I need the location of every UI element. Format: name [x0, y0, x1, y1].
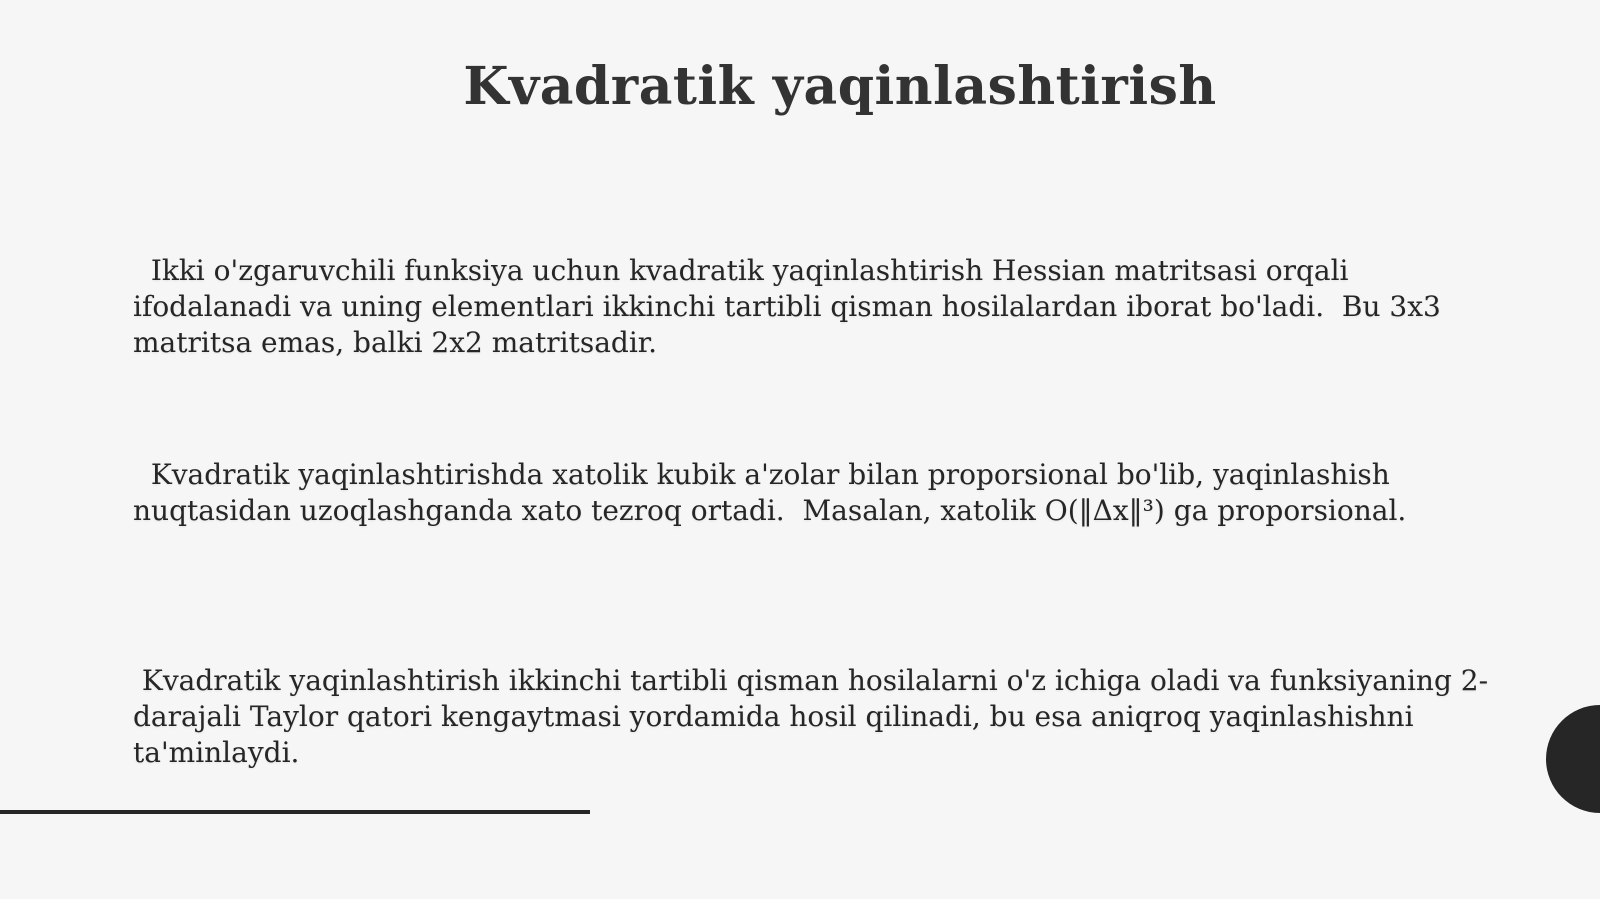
decorative-divider-line: [0, 810, 590, 814]
paragraph-hessian: Ikki o'zgaruvchili funksiya uchun kvadratik yaqinlashtirish Hessian matritsasi orqali ifodalanadi va uning elementlari ikkinchi tartibli qisman hosilalardan iborat bo'ladi. Bu 3x3 matritsa emas, balki 2x2 matritsadir.: [133, 254, 1450, 359]
paragraph-taylor: Kvadratik yaqinlashtirish ikkinchi tartibli qisman hosilalarni o'z ichiga oladi va funksiyaning 2-darajali Taylor qatori kengaytmasi yordamida hosil qilinadi, bu esa aniqroq yaqinlashishni ta'minlaydi.: [133, 664, 1489, 769]
paragraph-error: Kvadratik yaqinlashtirishda xatolik kubik a'zolar bilan proporsional bo'lib, yaqinlashish nuqtasidan uzoqlashganda xato tezroq ortadi. Masalan, xatolik O(‖Δx‖³) ga proporsional.: [133, 458, 1407, 527]
decorative-half-circle: [1546, 705, 1600, 813]
slide-title: Kvadratik yaqinlashtirish: [463, 56, 1217, 117]
